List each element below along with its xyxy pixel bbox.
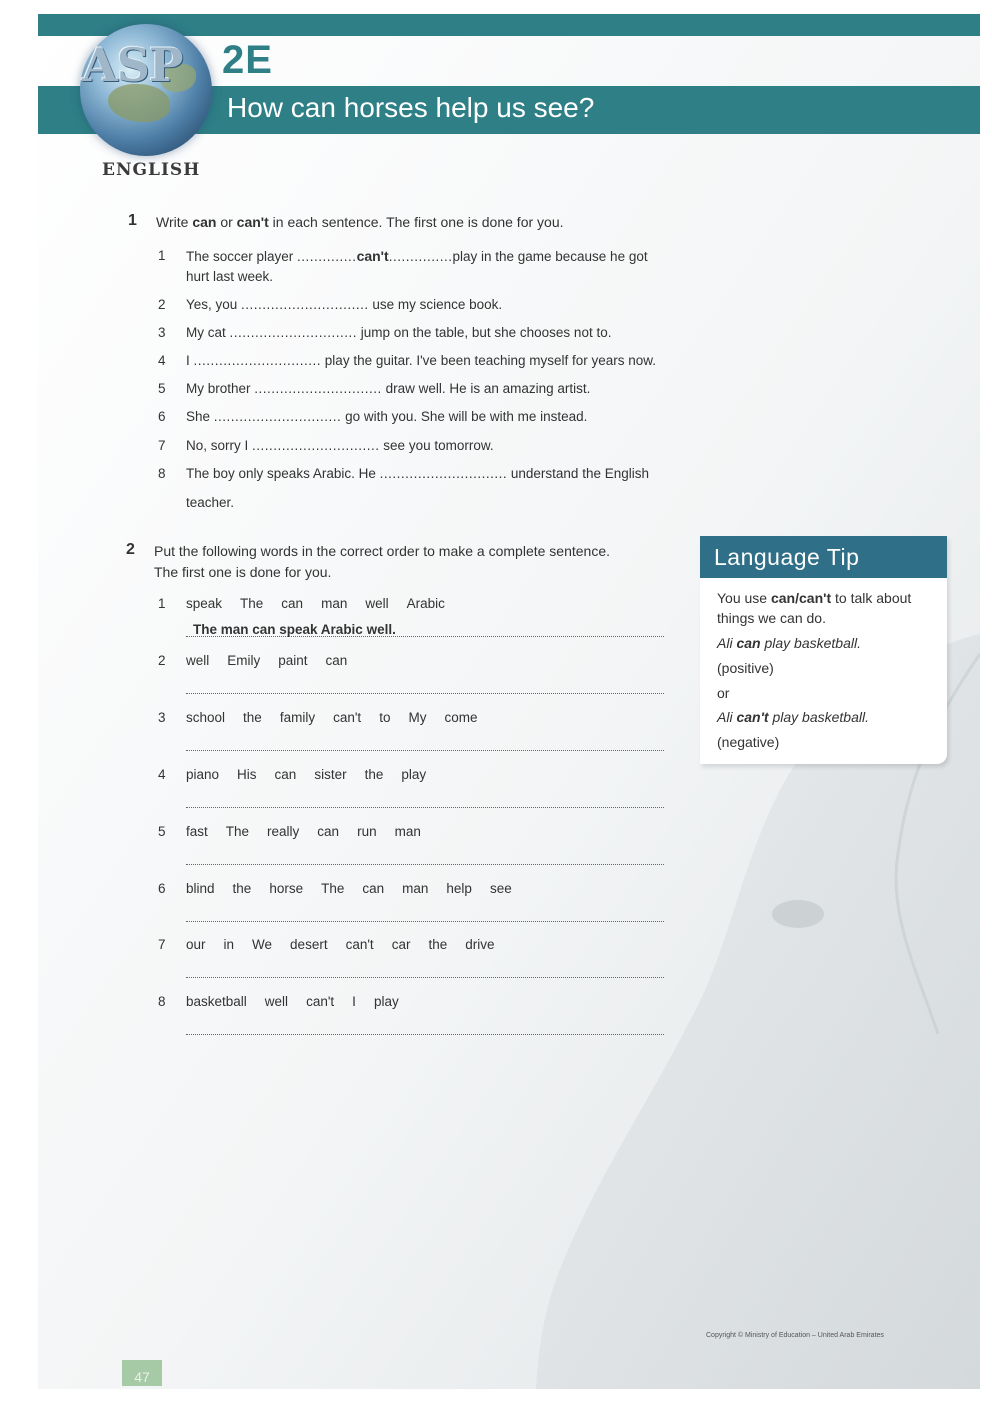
tip-positive-label: (positive) — [717, 660, 774, 676]
tip-line-1: You use can/can't to talk about — [717, 590, 912, 606]
answer-line[interactable] — [186, 636, 664, 637]
exercise-1-instruction: Write can or can't in each sentence. The first one is done for you. — [156, 214, 564, 230]
copyright-text: Copyright © Ministry of Education – United Arab Emirates — [706, 1332, 884, 1339]
subject-label: ENGLISH — [102, 160, 201, 180]
language-tip-box — [700, 536, 947, 764]
model-answer: The man can speak Arabic well. — [193, 622, 396, 637]
answer-line[interactable] — [186, 977, 664, 978]
tip-line-2: things we can do. — [717, 610, 826, 626]
scrambled-words: fast The really can run man — [186, 824, 421, 839]
scrambled-words: blind the horse The can man help see — [186, 881, 512, 896]
answer-blank[interactable]: .............................. — [193, 353, 322, 368]
item-text-before: The soccer player — [186, 249, 298, 264]
scrambled-words: school the family can't to My come — [186, 710, 478, 725]
asp-logo-text: ASP — [82, 38, 183, 92]
answer-blank[interactable]: .............................. — [252, 438, 380, 453]
answer-line[interactable] — [186, 807, 664, 808]
answer-line[interactable] — [186, 693, 664, 694]
scrambled-words: piano His can sister the play — [186, 767, 427, 782]
answer-blank[interactable]: .............................. — [213, 409, 342, 424]
exercise-2-number: 2 — [126, 541, 135, 558]
language-tip-title: Language Tip — [714, 544, 860, 570]
exercise-2-instruction: Put the following words in the correct order to make a complete sentence. The first one is done for you. — [154, 543, 611, 580]
scrambled-words: basketball well can't I play — [186, 994, 399, 1009]
answer-line[interactable] — [186, 921, 664, 922]
answer-blank[interactable]: .............................. — [254, 381, 382, 396]
tip-negative-label: (negative) — [717, 734, 780, 750]
unit-code: 2E — [222, 38, 273, 82]
answer-line[interactable] — [186, 864, 664, 865]
lesson-title: How can horses help us see? — [227, 92, 595, 123]
worksheet-page: ASP 2E How can horses help us see? ENGLISH 1 Write can or can't in each sentence. The first one is done for you. 1 The soccer player ..............can't...............play in the game because he got hurt last week. 2 Yes, you .............................. use my science book. 3 My cat .............................. jump on the table, but she chooses not to. 4 I .............................. play the guitar. I've been teaching myself for years now. 5 My brother .............................. draw well. He is an amazing artist. 6 She .............................. go with you. She will be with me instead. 7 No, sorry I .............................. see you tomorrow. 8 The boy only speaks Arabic. He .............................. understand the English teacher. 2 Put the following words in the correct order to make a complete sentence. The first one is done for you. 1 speak The can man well Arabic The man can speak Arabic well. 2 well Emily paint can 3 school the family can't to My come 4 piano His can sister the play 5 fast The really can run man 6 blind the horse The can man help see 7 our in We desert can't car the drive 8 basketball well can't I play Language Tip You use can/can't to talk about things we can do. Ali can play basketball. (positive) or Ali can't play basketball. (negative) Copyright © Ministry of Education – United Arab Emirates 47 — [38, 14, 980, 1389]
answer-blank[interactable]: .............................. — [241, 297, 369, 312]
answer-line[interactable] — [186, 1034, 664, 1035]
scrambled-words: our in We desert can't car the drive — [186, 937, 495, 952]
exercise-1-number: 1 — [128, 212, 137, 229]
answer-blank[interactable]: .............................. — [379, 466, 508, 481]
tip-example-negative: Ali can't play basketball. — [717, 709, 869, 725]
page-number: 47 — [122, 1360, 162, 1386]
scrambled-words: well Emily paint can — [186, 653, 348, 668]
item-number: 1 — [158, 248, 166, 263]
scrambled-words: speak The can man well Arabic — [186, 596, 445, 611]
model-answer: can't — [356, 248, 389, 264]
language-tip-header — [700, 536, 947, 578]
tip-or: or — [717, 685, 730, 701]
item-text-after: play in the game because he got — [452, 249, 648, 264]
answer-blank[interactable]: .............................. — [229, 325, 358, 340]
answer-line[interactable] — [186, 750, 664, 751]
tip-example-positive: Ali can play basketball. — [717, 635, 861, 651]
